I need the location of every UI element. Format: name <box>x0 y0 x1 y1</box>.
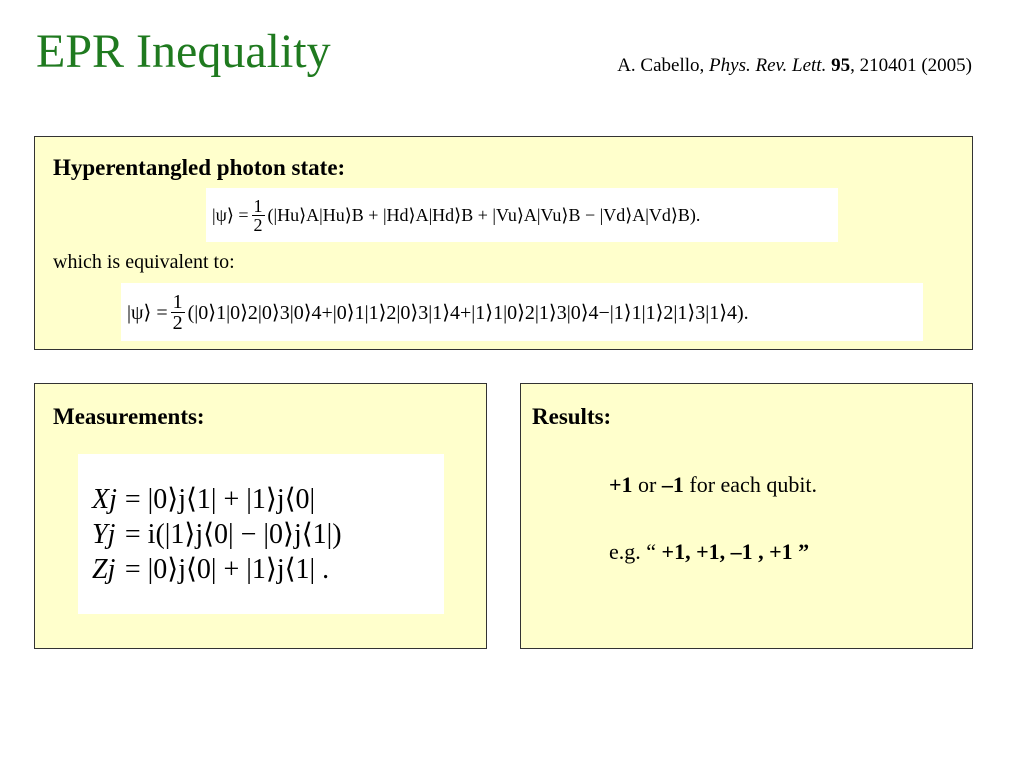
op-z-eq: = |0⟩j⟨0| + |1⟩j⟨1| . <box>124 553 330 585</box>
slide-title: EPR Inequality <box>36 25 331 78</box>
eq1-frac-den: 2 <box>253 214 263 235</box>
op-y-eq: = i(|1⟩j⟨0| − |0⟩j⟨1|) <box>124 518 342 550</box>
state-box <box>34 136 973 350</box>
eq1-lhs: |ψ⟩ = <box>212 204 249 225</box>
eq2-fraction <box>171 292 185 333</box>
eq1-rhs: (|Hu⟩A|Hu⟩B + |Hd⟩A|Hd⟩B + |Vu⟩A|Vu⟩B − |Vd⟩A|Vd⟩B). <box>267 204 701 225</box>
op-x-eq: = |0⟩j⟨1| + |1⟩j⟨0| <box>124 483 316 515</box>
equivalent-text: which is equivalent to: <box>53 251 235 273</box>
result-rest: for each qubit. <box>683 472 818 497</box>
results-heading: Results: <box>532 404 612 429</box>
measurement-operators <box>78 454 444 614</box>
operators-table <box>88 482 346 587</box>
measurements-heading: Measurements: <box>53 404 205 429</box>
eq2-rhs: (|0⟩1|0⟩2|0⟩3|0⟩4+|0⟩1|1⟩2|0⟩3|1⟩4+|1⟩1|0⟩2|1⟩3|0⟩4−|1⟩1|1⟩2|1⟩3|1⟩4). <box>187 301 749 324</box>
citation-rest: , 210401 (2005) <box>850 55 972 76</box>
op-z: Zj <box>92 553 116 585</box>
citation <box>617 55 972 77</box>
example-values: +1, +1, –1 , +1 ” <box>661 539 810 564</box>
operator-row <box>88 482 346 517</box>
eq2-frac-den: 2 <box>172 311 183 334</box>
state-equation-2 <box>121 283 923 341</box>
citation-authors: A. Cabello, <box>617 55 705 76</box>
example-prefix: e.g. “ <box>609 539 662 564</box>
operator-row <box>88 552 346 587</box>
citation-volume: 95 <box>831 55 851 76</box>
operator-row <box>88 517 346 552</box>
results-line-1 <box>609 472 817 498</box>
eq2-lhs: |ψ⟩ = <box>127 301 168 324</box>
op-y: Yj <box>92 518 116 550</box>
citation-journal: Phys. Rev. Lett. <box>709 55 827 76</box>
results-box <box>520 383 973 649</box>
state-heading: Hyperentangled photon state: <box>53 155 346 180</box>
result-or: or <box>632 472 662 497</box>
measurements-box <box>34 383 487 649</box>
eq1-frac-num: 1 <box>253 195 263 216</box>
result-plus-one: +1 <box>609 472 633 497</box>
result-minus-one: –1 <box>661 472 684 497</box>
eq2-frac-num: 1 <box>172 290 183 313</box>
eq1-fraction <box>252 197 265 234</box>
op-x: Xj <box>92 483 117 515</box>
results-line-2 <box>609 539 809 565</box>
state-equation-1 <box>206 188 838 242</box>
